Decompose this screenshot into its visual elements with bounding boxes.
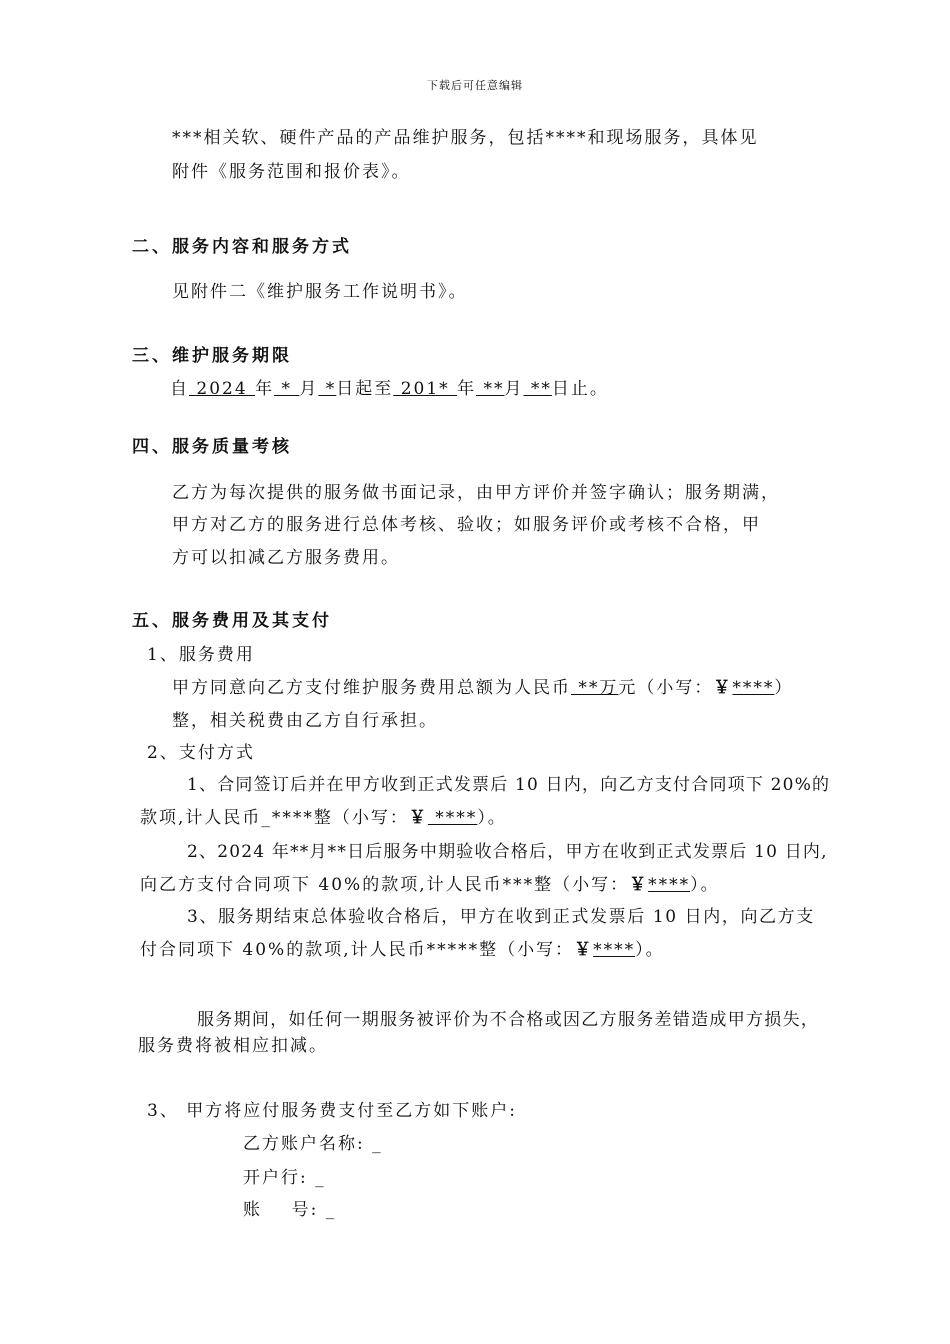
- start-year-char: 年: [255, 379, 275, 399]
- end-month-char: 月: [504, 379, 524, 399]
- section-4-line-1: 乙方为每次提供的服务做书面记录，由甲方评价并签字确认；服务期满，: [172, 483, 780, 503]
- end-month: **: [476, 379, 505, 399]
- start-year: 2024: [189, 379, 256, 399]
- payment-2-text: 向乙方支付合同项下 40%的款项,计人民币***整（小写：: [140, 875, 630, 895]
- payment-heading: 2、支付方式: [147, 743, 255, 763]
- account-name-label: 乙方账户名称: _: [243, 1134, 383, 1154]
- account-number-label: 账 号: _: [243, 1200, 337, 1220]
- start-month: *: [274, 379, 300, 399]
- payment-1-line-2: [140, 806, 507, 830]
- period-end-tail: 日止。: [551, 379, 609, 399]
- section-4-title: 四、服务质量考核: [132, 437, 292, 457]
- payment-3-line-1: 3、服务期结束总体验收合格后，甲方在收到正式发票后 10 日内，向乙方支: [187, 907, 815, 927]
- bank-label: 开户行: _: [243, 1168, 326, 1188]
- payment-1-text: 款项,计人民币_****整（小写：: [140, 808, 409, 828]
- payment-3-text-end: ）。: [635, 940, 665, 960]
- service-period-line: [170, 377, 609, 401]
- yen-sign: ￥: [574, 940, 594, 960]
- fee-line-2: 整，相关税费由乙方自行承担。: [172, 711, 438, 731]
- fee-line-1: [172, 676, 793, 700]
- end-year-char: 年: [457, 379, 477, 399]
- start-day: *: [318, 379, 337, 399]
- fee-text-pre: 甲方同意向乙方支付维护服务费用总额为人民币: [172, 678, 571, 698]
- period-from-label: 自: [170, 379, 189, 399]
- fee-small-amount: ****: [732, 678, 775, 698]
- page-header: 下载后可任意编辑: [427, 79, 523, 92]
- payment-1-small-amount: ****: [427, 808, 478, 828]
- payment-3-text: 付合同项下 40%的款项,计人民币*****整（小写：: [140, 940, 575, 960]
- payment-2-text-end: ）。: [690, 875, 720, 895]
- payment-3-small-amount: ****: [593, 940, 636, 960]
- section-2-body: 见附件二《维护服务工作说明书》。: [172, 282, 468, 302]
- fee-text-end: ）: [774, 678, 794, 698]
- section-4-line-2: 甲方对乙方的服务进行总体考核、验收；如服务评价或考核不合格，甲: [172, 515, 761, 535]
- deduction-line-1: 服务期间，如任何一期服务被评价为不合格或因乙方服务差错造成甲方损失，: [197, 1010, 820, 1030]
- period-from-tail: 日起至: [336, 379, 394, 399]
- account-heading: 3、 甲方将应付服务费支付至乙方如下账户:: [147, 1101, 517, 1121]
- deduction-line-2: 服务费将被相应扣减。: [138, 1036, 328, 1056]
- payment-3-line-2: [140, 938, 665, 962]
- payment-1-line-1: 1、合同签订后并在甲方收到正式发票后 10 日内，向乙方支付合同项下 20%的: [187, 775, 831, 795]
- fee-heading: 1、服务费用: [147, 645, 255, 665]
- end-year: 201*: [393, 379, 458, 399]
- payment-2-line-2: [140, 873, 720, 897]
- yen-sign: ￥: [713, 678, 733, 698]
- section-3-title: 三、维护服务期限: [132, 346, 292, 366]
- fee-text-mid: 元（小写：: [618, 678, 714, 698]
- yen-sign: ￥: [408, 808, 428, 828]
- start-month-char: 月: [299, 379, 319, 399]
- fee-amount: **万: [571, 678, 619, 698]
- section-4-line-3: 方可以扣减乙方服务费用。: [172, 548, 400, 568]
- yen-sign: ￥: [629, 875, 649, 895]
- payment-2-line-1: 2、2024 年**月**日后服务中期验收合格后，甲方在收到正式发票后 10 日内,: [187, 842, 828, 862]
- section-5-title: 五、服务费用及其支付: [132, 611, 332, 631]
- end-day: **: [523, 379, 552, 399]
- payment-1-text-end: ）。: [477, 808, 507, 828]
- payment-2-small-amount: ****: [648, 875, 691, 895]
- scope-line-1: ***相关软、硬件产品的产品维护服务，包括****和现场服务，具体见: [172, 128, 759, 148]
- scope-line-2: 附件《服务范围和报价表》。: [172, 162, 411, 182]
- section-2-title: 二、服务内容和服务方式: [132, 237, 352, 257]
